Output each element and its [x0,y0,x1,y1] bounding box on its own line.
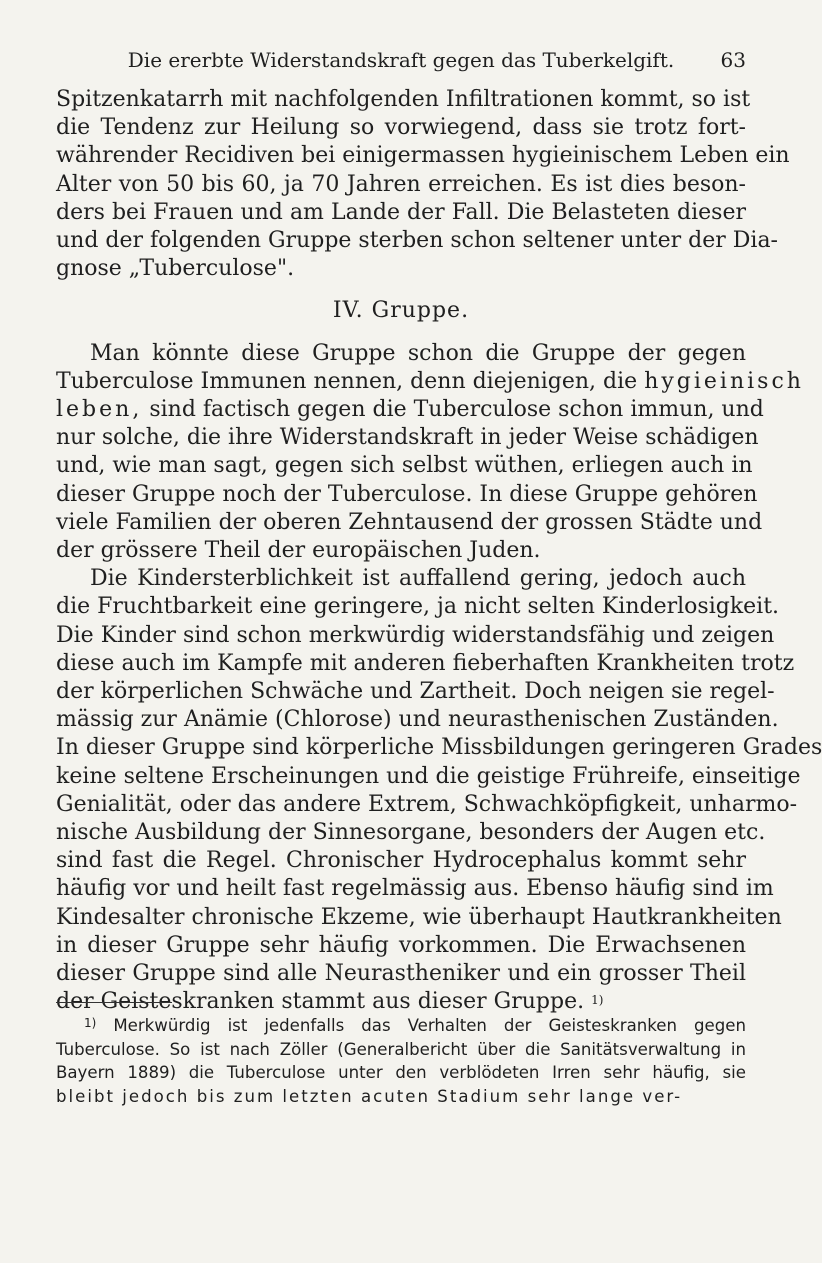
text-line: sind fast die Regel. Chronischer Hydrocephalus kommt sehr [56,848,746,874]
paragraph-2 [56,340,804,566]
text-line: der körperlichen Schwäche und Zartheit. Doch neigen sie regel- [56,679,775,705]
text-line: häufig vor und heilt fast regelmässig aus. Ebenso häufig sind im [56,876,774,902]
footnote-divider [56,1002,172,1003]
text-line: dieser Gruppe sind alle Neurastheniker und ein grosser Theil [56,961,746,987]
text-line-content: Man könnte diese Gruppe schon die Gruppe der gegen [90,340,746,366]
text-run: sind factisch gegen die Tuberculose schon immun, und [142,397,764,423]
footnote-marker: 1) [84,1016,97,1030]
text-line: Spitzenkatarrh mit nachfolgenden Infiltrationen kommt, so ist [56,87,751,112]
footnote [56,1014,746,1108]
footnote-reference: 1) [591,993,604,1008]
text-line: nische Ausbildung der Sinnesorgane, besonders der Augen etc. [56,820,766,846]
emphasized-text: leben, [56,397,143,423]
text-line: Die Kinder sind schon merkwürdig widerstandsfähig und zeigen [56,622,775,648]
text-line: und der folgenden Gruppe sterben schon seltener unter der Dia- [56,228,778,254]
text-line: Alter von 50 bis 60, ja 70 Jahren erreichen. Es ist dies beson- [56,171,746,197]
text-line: ders bei Frauen und am Lande der Fall. Die Belasteten dieser [56,199,746,225]
footnote-line: bleibt jedoch bis zum letzten acuten Stadium sehr lange ver- [56,1086,683,1106]
page-header [56,48,746,84]
text-line: In dieser Gruppe sind körperliche Missbildungen geringeren Grades [56,735,822,761]
emphasized-text: hygieinisch [644,368,804,394]
main-text [56,86,822,1017]
text-line [56,396,764,424]
footnote-line: Tuberculose. So ist nach Zöller (Generalbericht über die Sanitätsverwaltung in [56,1039,746,1059]
text-line: Kindesalter chronische Ekzeme, wie überhaupt Hautkrankheiten [56,904,782,930]
section-heading: IV. Gruppe. [332,298,470,324]
text-line: die Tendenz zur Heilung so vorwiegend, dass sie trotz fort- [56,115,746,141]
text-line: der grössere Theil der europäischen Juden. [56,538,541,564]
text-line: mässig zur Anämie (Chlorose) und neurasthenischen Zuständen. [56,707,779,733]
text-line [56,340,746,368]
footnote-line: Bayern 1889) die Tuberculose unter den verblödeten Irren sehr häufig, sie [56,1063,746,1083]
text-line: Genialität, oder das andere Extrem, Schwachköpfigkeit, unharmo- [56,791,798,817]
text-run: der Geisteskranken stammt aus dieser Gruppe. [56,989,585,1015]
text-line: nur solche, die ihre Widerstandskraft in jeder Weise schädigen [56,425,759,451]
text-line: viele Familien der oberen Zehntausend der grossen Städte und [56,509,763,535]
paragraph-3 [56,565,822,1016]
text-line: gnose „Tuberculose". [56,256,295,282]
paragraph-1 [56,86,790,283]
footnote-text: Merkwürdig ist jedenfalls das Verhalten der Geisteskranken gegen [113,1016,746,1035]
text-line: die Fruchtbarkeit eine geringere, ja nicht selten Kinderlosigkeit. [56,594,780,620]
text-line: dieser Gruppe noch der Tuberculose. In diese Gruppe gehören [56,481,758,507]
text-line [56,565,746,593]
page-number: 63 [720,48,746,72]
text-line: währender Recidiven bei einigermassen hygieinischem Leben ein [56,143,790,169]
text-line [56,368,804,396]
text-run: Tuberculose Immunen nennen, denn diejenigen, die [56,368,645,394]
text-line-content: Die Kindersterblichkeit ist auffallend gering, jedoch auch [90,566,746,592]
text-line: keine seltene Erscheinungen und die geistige Frühreife, einseitige [56,763,801,789]
text-line: diese auch im Kampfe mit anderen fieberhaften Krankheiten trotz [56,650,795,676]
text-line: in dieser Gruppe sehr häufig vorkommen. Die Erwachsenen [56,932,746,958]
text-line: und, wie man sagt, gegen sich selbst wüthen, erliegen auch in [56,453,753,479]
running-title: Die ererbte Widerstandskraft gegen das Tuberkelgift. [127,48,675,72]
footnote-line [56,1014,746,1038]
